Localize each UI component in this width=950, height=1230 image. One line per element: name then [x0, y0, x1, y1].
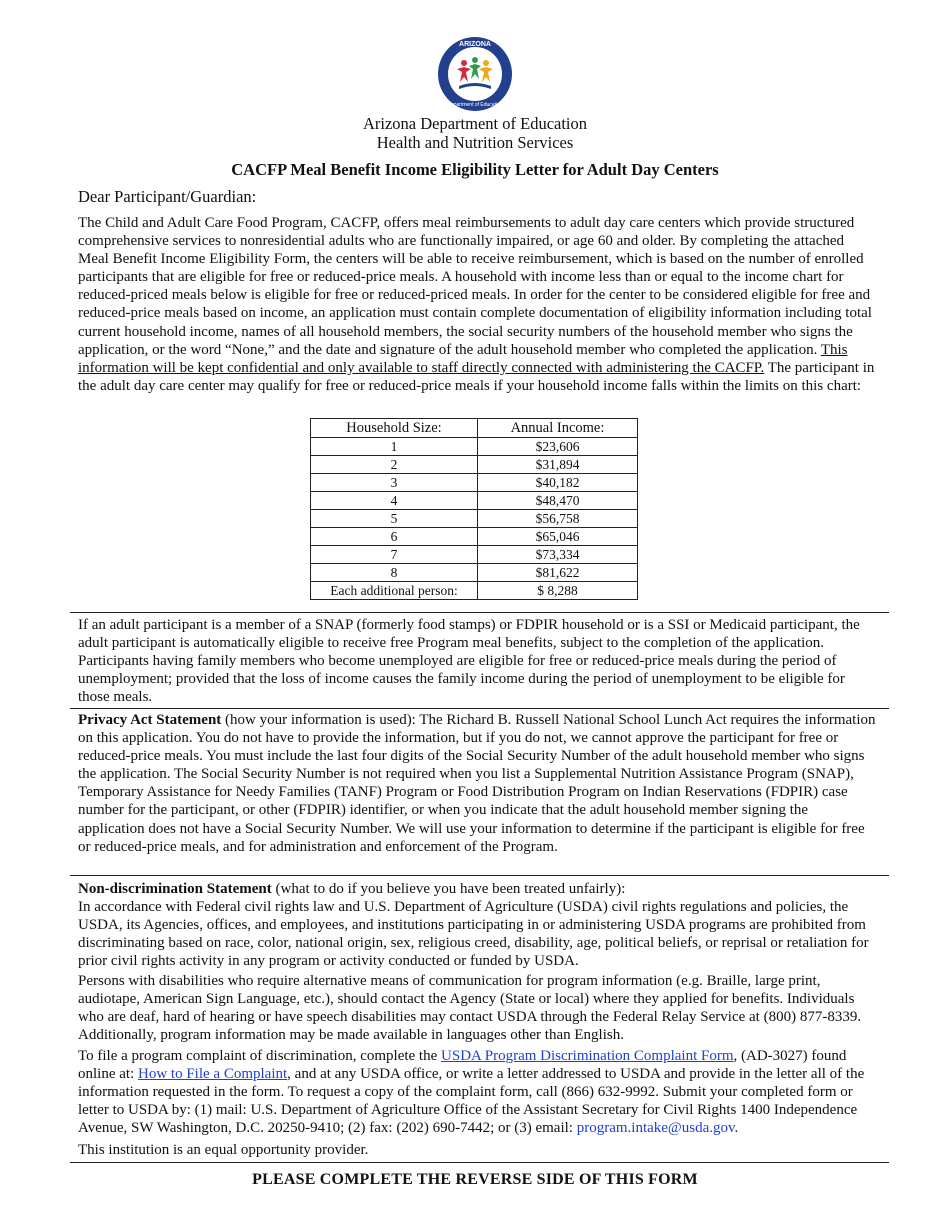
ade-logo [435, 36, 515, 112]
how-to-file-complaint-link[interactable]: How to File a Complaint [138, 1066, 288, 1083]
table-row [311, 546, 638, 564]
annual-income-cell: $56,758 [478, 510, 638, 528]
household-size-cell: 1 [311, 438, 478, 456]
annual-income-cell: $40,182 [478, 474, 638, 492]
disabilities-paragraph: Persons with disabilities who require alternative means of communication for program information (e.g. Braille, large print, audiotape, American Sign Language, etc.), should contact the Agency (State or local) where they applied for benefits. Individuals who are deaf, hard of hearing or have speech disabilities may contact USDA through the Federal Relay Service at (800) 877-8339. Additionally, program information may be made available in languages other than English. [78, 973, 862, 1044]
annual-income-cell: $48,470 [478, 492, 638, 510]
section-divider [70, 708, 889, 709]
household-size-cell: 6 [311, 528, 478, 546]
equal-opportunity-statement: This institution is an equal opportunity provider. [78, 1142, 369, 1158]
table-row [311, 456, 638, 474]
table-header-row [311, 419, 638, 438]
confidentiality-notice: This information will be kept confidential and only available to staff directly connected with administering the CACFP. [78, 341, 848, 376]
header-household-size: Household Size: [311, 419, 478, 438]
household-size-cell: 2 [311, 456, 478, 474]
logo-bottom-text: Department of Education [447, 102, 503, 108]
income-chart-table [310, 418, 638, 600]
household-size-cell: 5 [311, 510, 478, 528]
section-divider [70, 875, 889, 876]
civil-rights-paragraph: In accordance with Federal civil rights law and U.S. Department of Agriculture (USDA) civil rights regulations and policies, the USDA, its Agencies, offices, and employees, and institutions participating in or administering USDA programs are prohibited from discriminating based on race, color, national origin, sex, religious creed, disability, age, political beliefs, or reprisal or retaliation for prior civil rights activity in any program or activity conducted or funded by USDA. [78, 899, 869, 970]
nondiscrimination-heading-line: Non-discrimination Statement (what to do if you believe you have been treated unfairly): [78, 881, 626, 897]
complaint-paragraph: To file a program complaint of discrimination, complete the USDA Program Discrimination Complaint Form, (AD-3027) found online at: How to File a Complaint, and at any USDA office, or write a letter addressed to USDA and provide in the letter all of the information requested in the form. To request a copy of the complaint form, call (866) 632-9992. Submit your completed form or letter to USDA by: (1) mail: U.S. Department of Agriculture Office of the Assistant Secretary for Civil Rights 1400 Independence Avenue, SW Washington, D.C. 20250-9410; (2) fax: (202) 690-7442; or (3) email: program.intake@usda.gov. [78, 1048, 865, 1137]
section-divider [70, 612, 889, 613]
household-size-cell: 7 [311, 546, 478, 564]
annual-income-cell: $81,622 [478, 564, 638, 582]
page-title: CACFP Meal Benefit Income Eligibility Letter for Adult Day Centers [231, 160, 719, 179]
annual-income-cell: $73,334 [478, 546, 638, 564]
org-division: Health and Nutrition Services [376, 133, 574, 152]
snap-eligibility-paragraph: If an adult participant is a member of a SNAP (formerly food stamps) or FDPIR household or is a SSI or Medicaid participant, the adult participant is automatically eligible to receive free Program meal benefits, subject to the completion of the application. Participants having family members who become unemployed are eligible for free or reduced-price meals during the period of unemployment; provided that the loss of income causes the family income during the period of unemployment to be eligible for those meals. [78, 617, 860, 706]
logo-ring-text: ARIZONA [459, 41, 491, 48]
annual-income-cell: $ 8,288 [478, 582, 638, 600]
annual-income-cell: $31,894 [478, 456, 638, 474]
household-size-cell: 4 [311, 492, 478, 510]
table-row [311, 564, 638, 582]
privacy-heading: Privacy Act Statement [78, 712, 222, 728]
table-row [311, 582, 638, 600]
table-row [311, 474, 638, 492]
intro-paragraph: The Child and Adult Care Food Program, CACFP, offers meal reimbursements to adult day care centers which provide structured comprehensive services to nonresidential adults who are functionally impaired, or age 60 and older. By completing the attached Meal Benefit Income Eligibility Form, the centers will be able to receive reimbursement, which is based on the number of enrolled participants that are eligible for free or reduced-price meals. A household with income less than or equal to the income chart for reduced-priced meals below is eligible for free or reduced-priced meals. In order for the center to be considered eligible for free and reduced-price meals based on income, an application must contain complete documentation of eligibility information including total current household income, names of all household members, the social security numbers of the household member who signs the application, or the word “None,” and the date and signature of the adult household member who completed the application. This information will be kept confidential and only available to staff directly connected with administering the CACFP. The participant in the adult day care center may qualify for free or reduced-price meals if your household income falls within the limits on this chart: [78, 215, 875, 394]
table-row [311, 492, 638, 510]
household-size-cell: 3 [311, 474, 478, 492]
table-row [311, 510, 638, 528]
usda-email[interactable]: program.intake@usda.gov [576, 1120, 735, 1137]
table-row [311, 528, 638, 546]
nondiscrimination-heading: Non-discrimination Statement [78, 881, 272, 897]
privacy-act-paragraph: Privacy Act Statement (how your information is used): The Richard B. Russell National School Lunch Act requires the information on this application. You do not have to provide the information, but if you do not, we cannot approve the participant for free or reduced-price meals. You must include the last four digits of the Social Security Number of the adult household member who signs the application. The Social Security Number is not required when you list a Supplemental Nutrition Assistance Program (SNAP), Temporary Assistance for Needy Families (TANF) Program or Food Distribution Program on Indian Reservations (FDPIR) case number for the participant, or other (FDPIR) identifier, or when you indicate that the adult household member signing the application does not have a Social Security Number. We will use your information to determine if the participant is eligible for free or reduced-price meals, and for administration and enforcement of the Program. [78, 712, 876, 855]
header-annual-income: Annual Income: [478, 419, 638, 438]
section-divider [70, 1162, 889, 1163]
household-size-cell: Each additional person: [311, 582, 478, 600]
complaint-form-link[interactable]: USDA Program Discrimination Complaint Form [441, 1048, 734, 1064]
salutation: Dear Participant/Guardian: [78, 187, 257, 206]
annual-income-cell: $23,606 [478, 438, 638, 456]
org-name: Arizona Department of Education [362, 114, 588, 133]
household-size-cell: 8 [311, 564, 478, 582]
annual-income-cell: $65,046 [478, 528, 638, 546]
table-row [311, 438, 638, 456]
footer-instruction: PLEASE COMPLETE THE REVERSE SIDE OF THIS FORM [252, 1171, 698, 1188]
